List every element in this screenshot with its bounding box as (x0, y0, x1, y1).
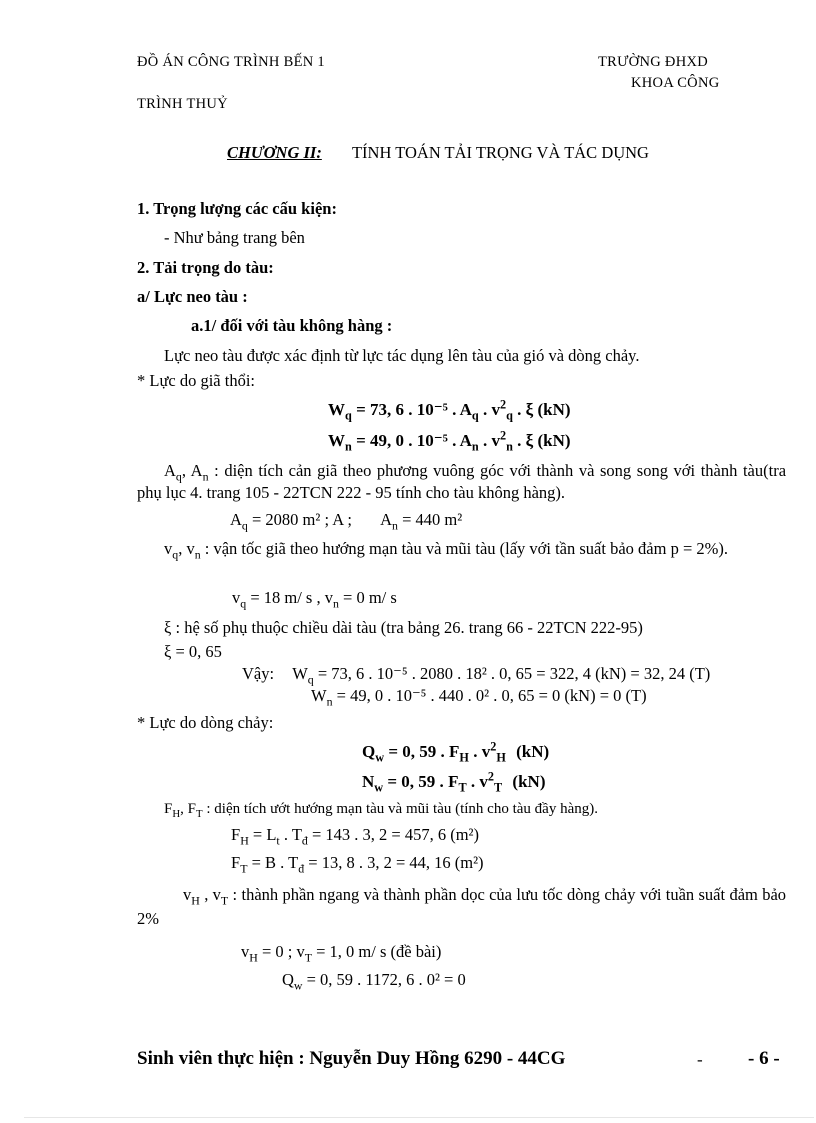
area-values: $A_q = 2080$ m² ; A ; $A_n = 440$ m² (230, 510, 463, 533)
section-a-title: a/ Lực neo tàu : (137, 287, 248, 306)
formula-qw: $Q_w = 0$, 59 . $F_H$ . $v^2_H$ (kN) (362, 739, 550, 765)
vay-wq-line: Vậy: $W_q = 73$, 6 . 10⁻⁵ . 2080 . 18² . 0, 65 = 322, 4 (kN) = 32, 24 (T) (242, 664, 711, 687)
footer-signature: Sinh viên thực hiện : Nguyễn Duy Hồng 6290 - 44CG (137, 1048, 566, 1069)
header-left-line1: ĐỒ ÁN CÔNG TRÌNH BẾN 1 (137, 54, 325, 70)
xi-description: ξ : hệ số phụ thuộc chiều dài tàu (tra bảng 26. trang 66 - 22TCN 222-95) (164, 618, 643, 637)
header-right-line1: TRƯỜNG ĐHXD (598, 54, 709, 70)
footer-dash: - (697, 1050, 703, 1069)
section-2-title: 2. Tải trọng do tàu: (137, 258, 274, 277)
chapter-label: CHƯƠNG II: (227, 143, 322, 162)
formula-nw: $N_w = 0$, 59 . $F_T$ . $v^2_T$ (kN) (362, 769, 546, 795)
intro-paragraph: Lực neo tàu được xác định từ lực tác dụng lên tàu của gió và dòng chảy. (164, 346, 640, 365)
fh-ft-description: $F_H$, $F_T$ : diện tích ướt hướng mạn tàu và mũi tàu (tính cho tàu đầy hàng). (164, 801, 598, 820)
chapter-heading (227, 143, 649, 163)
wind-heading: * Lực do giã thổi: (137, 371, 256, 390)
current-heading: * Lực do dòng chảy: (137, 713, 274, 732)
header-left-line2: TRÌNH THUỶ (137, 96, 228, 112)
formula-wn: $W_n = 49$, 0 . 10⁻⁵ . $A_n$ . $v^2_n$ . ξ (kN) (328, 428, 571, 454)
section-1-title: 1. Trọng lượng các cấu kiện: (137, 199, 337, 218)
footer-divider (24, 1117, 814, 1118)
formula-wq: $W_q = 73$, 6 . 10⁻⁵ . $A_q$ . $v^2_q$ . ξ (kN) (328, 397, 571, 423)
qw-calculation: $Q_w = 0$, 59 . 1172, 6 . 0² = 0 (282, 970, 466, 993)
fh-calculation: $F_H = L_t$ . $T_đ = 143$ . 3, 2 = 457, 6 (m²) (231, 825, 479, 848)
section-a1-title: a.1/ đối với tàu không hàng : (191, 316, 393, 335)
area-description: $A_q$, $A_n$ : diện tích cản giã theo phương vuông góc với thành và song song với thành tàu(tra phụ lục 4. trang 105 - 22TCN 222 - 95 tính cho tàu không hàng). (137, 461, 787, 502)
page-number: - 6 - (748, 1048, 780, 1069)
vay-wn-line: $W_n = 49$, 0 . 10⁻⁵ . 440 . 0² . 0, 65 = 0 (kN) = 0 (T) (311, 686, 647, 709)
speed-description: $v_q$, $v_n$ : vận tốc giã theo hướng mạn tàu và mũi tàu (lấy với tần suất bảo đảm p = 2%). (164, 539, 728, 562)
vh-vt-description: $v_H$ , $v_T$ : thành phần ngang và thành phần dọc của lưu tốc dòng chảy với tuần suất đảm bảo 2% (137, 885, 787, 928)
xi-value: ξ = 0, 65 (164, 642, 222, 661)
section-1-note: - Như bảng trang bên (164, 228, 305, 247)
vh-vt-values: $v_H = 0$ ; $v_T = 1$, 0 m/ s (đề bài) (241, 942, 442, 965)
header-right-line2: KHOA CÔNG (631, 75, 720, 91)
chapter-title: TÍNH TOÁN TẢI TRỌNG VÀ TÁC DỤNG (351, 143, 649, 162)
speed-values: $v_q = 18$ m/ s , $v_n = 0$ m/ s (232, 588, 397, 611)
ft-calculation: $F_T = B$ . $T_đ = 13$, 8 . 3, 2 = 44, 16 (m²) (231, 853, 484, 876)
